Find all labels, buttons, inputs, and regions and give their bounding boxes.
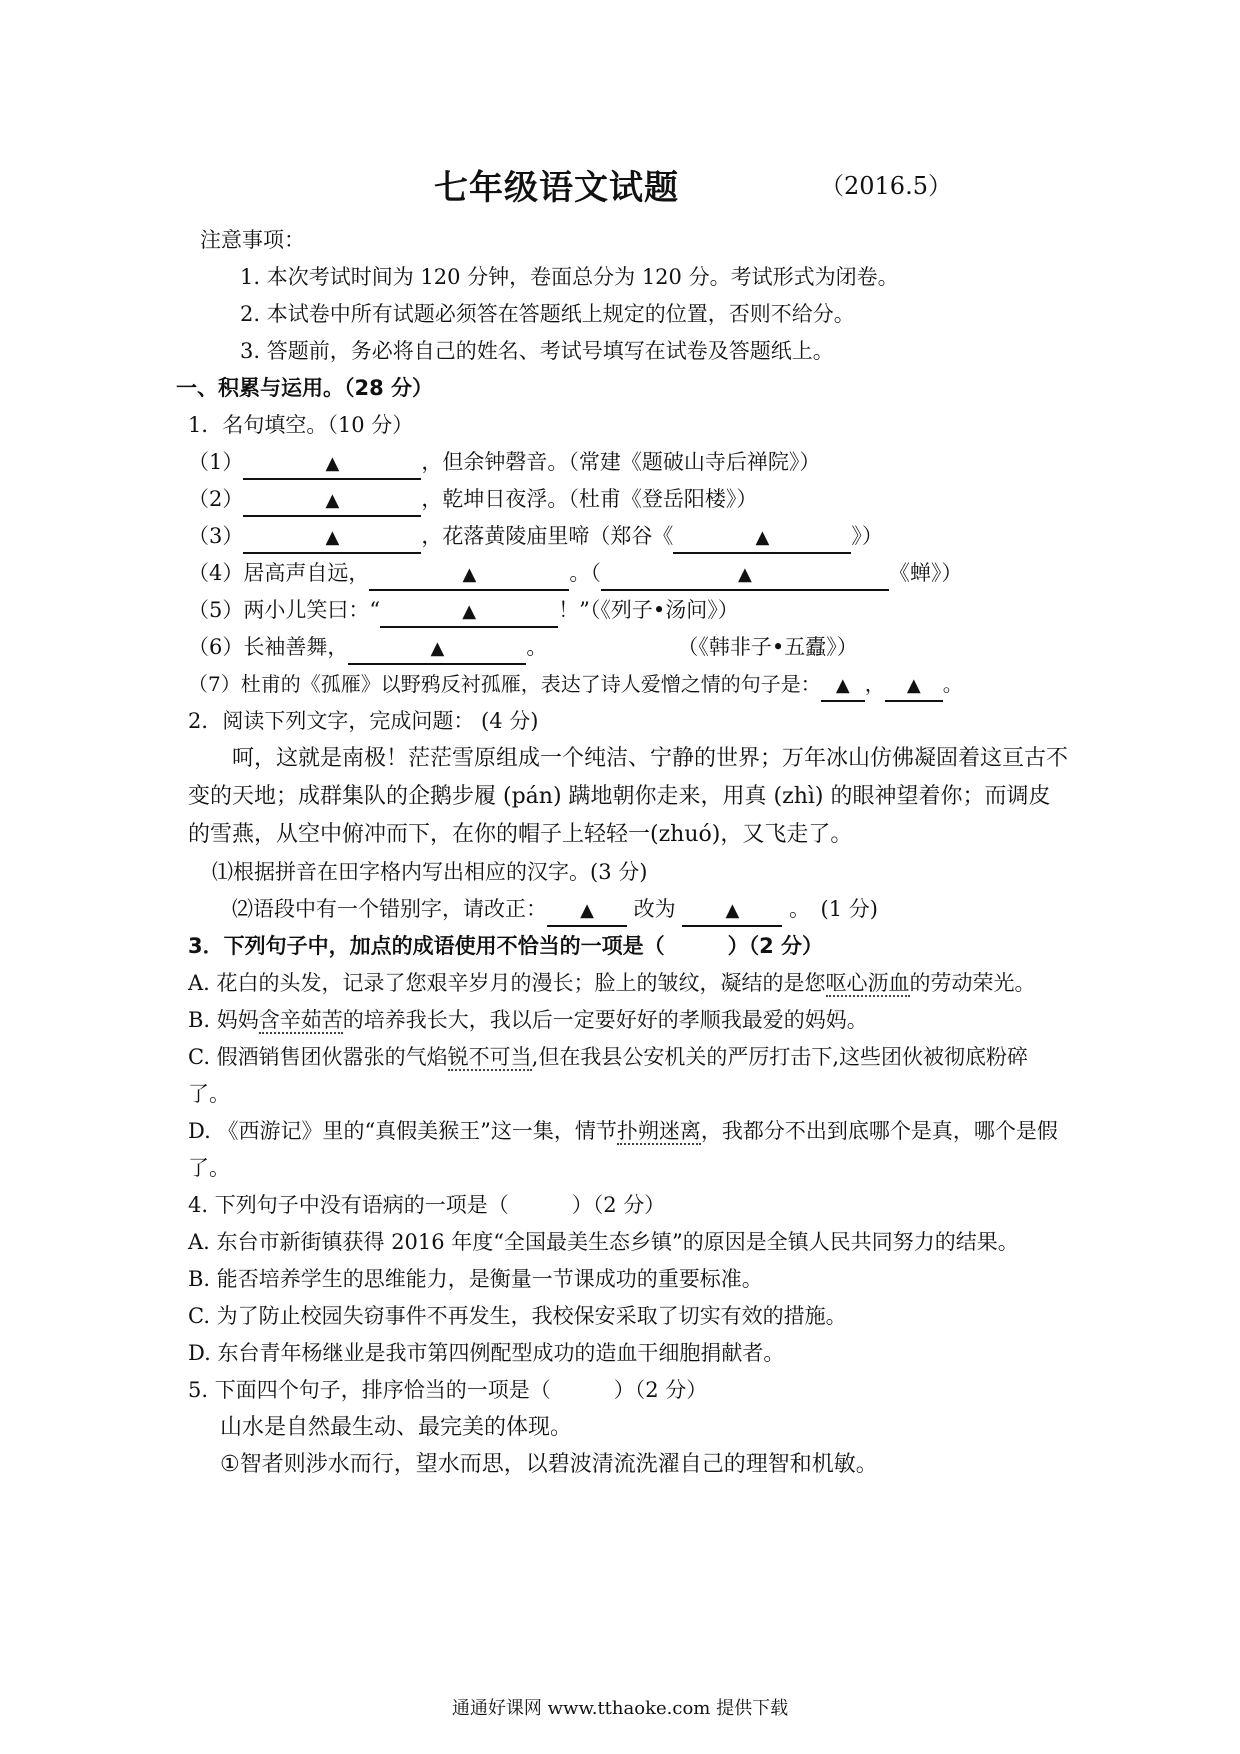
exam-content bbox=[176, 222, 1069, 1483]
q3-a-idiom: 呕心沥血 bbox=[825, 971, 910, 995]
notice-item-3: 3. 答题前，务必将自己的姓名、考试号填写在试卷及答题纸上。 bbox=[240, 339, 834, 363]
q3-c-idiom: 锐不可当 bbox=[447, 1045, 532, 1069]
q3-option-c bbox=[188, 1039, 1068, 1113]
q3-b-idiom: 含辛茹苦 bbox=[258, 1008, 343, 1032]
triangle-icon: ▲ bbox=[325, 490, 340, 511]
q1-text-6: （6）长袖善舞， bbox=[188, 635, 349, 659]
q3-c-text: C. 假酒销售团伙嚣张的气焰 bbox=[188, 1045, 448, 1069]
q2-sub-2-end: 。 (1 分) bbox=[782, 897, 878, 921]
q2-title: 2．阅读下列文字，完成问题： (4 分) bbox=[188, 709, 539, 733]
q1-text-6-end: （《韩非子•五蠹》） bbox=[677, 635, 858, 659]
answer-blank[interactable] bbox=[369, 559, 569, 591]
q3-d-text: D. 《西游记》里的“真假美猴王”这一集，情节 bbox=[188, 1119, 617, 1143]
triangle-icon: ▲ bbox=[755, 527, 770, 548]
q3-option-d bbox=[188, 1113, 1068, 1187]
header bbox=[0, 160, 1240, 210]
triangle-icon: ▲ bbox=[462, 564, 477, 585]
q1-text-5: （5）两小儿笑曰：“ bbox=[188, 598, 381, 622]
triangle-icon: ▲ bbox=[325, 527, 340, 548]
q1-text-4: （4）居高声自远， bbox=[188, 561, 370, 585]
q1-line-3 bbox=[188, 518, 1068, 555]
q1-text-3: ，花落黄陵庙里啼（郑谷《 bbox=[421, 524, 674, 548]
q4-option-d: D. 东台青年杨继业是我市第四例配型成功的造血干细胞捐献者。 bbox=[188, 1341, 785, 1365]
answer-blank[interactable] bbox=[348, 633, 526, 665]
triangle-icon: ▲ bbox=[725, 900, 740, 921]
q1-text-7-end: 。 bbox=[942, 672, 963, 696]
q1-num-1: （1） bbox=[188, 450, 244, 474]
q3-a-text: A. 花白的头发，记录了您艰辛岁月的漫长；脸上的皱纹，凝结的是您 bbox=[188, 971, 826, 995]
q1-title: 1．名句填空。（10 分） bbox=[188, 413, 414, 437]
q1-text-7: （7）杜甫的《孤雁》以野鸦反衬孤雁，表达了诗人爱憎之情的句子是： bbox=[188, 672, 821, 696]
q1-text-4-end: 《蝉》） bbox=[888, 561, 963, 585]
q3-d-idiom: 扑朔迷离 bbox=[616, 1119, 701, 1143]
triangle-icon: ▲ bbox=[737, 564, 752, 585]
q3-a-text-end: 的劳动荣光。 bbox=[909, 971, 1036, 995]
answer-blank[interactable] bbox=[885, 670, 943, 702]
q4-option-a: A. 东台市新街镇获得 2016 年度“全国最美生态乡镇”的原因是全镇人民共同努力的结果。 bbox=[188, 1230, 1019, 1254]
triangle-icon: ▲ bbox=[835, 675, 850, 696]
q1-text-5-end: ！”（《列子•汤问》） bbox=[558, 598, 739, 622]
q2-sub-2-text: ⑵语段中有一个错别字，请改正： bbox=[232, 897, 547, 921]
q3-option-a bbox=[188, 965, 1068, 1002]
q1-num-2: （2） bbox=[188, 487, 244, 511]
q3-c-text-end: ,但在我县公安机关的严厉打击下,这些团伙被彻底粉碎了。 bbox=[188, 1045, 1029, 1106]
answer-blank[interactable] bbox=[821, 670, 865, 702]
q1-text-7-sep: ， bbox=[864, 672, 885, 696]
q2-sub-1: ⑴根据拼音在田字格内写出相应的汉字。(3 分) bbox=[212, 860, 648, 884]
q1-line-6 bbox=[188, 629, 1068, 666]
answer-blank[interactable] bbox=[547, 895, 627, 927]
q1-line-1 bbox=[188, 444, 1068, 481]
answer-blank[interactable] bbox=[243, 522, 421, 554]
triangle-icon: ▲ bbox=[325, 453, 340, 474]
q5-title: 5. 下面四个句子，排序恰当的一项是（ ）（2 分） bbox=[188, 1378, 708, 1402]
q3-title: 3．下列句子中，加点的成语使用不恰当的一项是（ ）（2 分） bbox=[188, 934, 824, 958]
answer-blank[interactable] bbox=[601, 559, 889, 591]
q5-sentence-1: ①智者则涉水而行，望水而思，以碧波清流洗濯自己的理智和机敏。 bbox=[220, 1452, 878, 1477]
q1-text-1: ，但余钟磬音。（常建《题破山寺后禅院》） bbox=[421, 450, 821, 474]
answer-blank[interactable] bbox=[243, 448, 421, 480]
q3-b-text: B. 妈妈 bbox=[188, 1008, 259, 1032]
q3-d-text-end: ，我都分不出到底哪个是真，哪个是假了。 bbox=[188, 1119, 1058, 1180]
q1-line-2 bbox=[188, 481, 1068, 518]
q3-option-b bbox=[188, 1002, 1068, 1039]
footer-credit: 通通好课网 www.tthaoke.com 提供下载 bbox=[451, 1698, 789, 1719]
answer-blank[interactable] bbox=[380, 596, 558, 628]
q2-passage: 呵，这就是南极！茫茫雪原组成一个纯洁、宁静的世界；万年冰山仿佛凝固着这亘古不变的天地；成群集队的企鹅步履 (pán) 蹒地朝你走来，用真 (zhì) 的眼神望着你；而调皮的雪燕，从空中俯冲而下，在你的帽子上轻轻一(zhuó)，又飞走了。 bbox=[188, 746, 1069, 847]
page-title: 七年级语文试题 bbox=[434, 168, 679, 208]
triangle-icon: ▲ bbox=[462, 601, 477, 622]
q3-b-text-end: 的培养我长大，我以后一定要好好的孝顺我最爱的妈妈。 bbox=[342, 1008, 868, 1032]
answer-blank[interactable] bbox=[243, 485, 421, 517]
notice-item-2: 2. 本试卷中所有试题必须答在答题纸上规定的位置，否则不给分。 bbox=[240, 302, 855, 326]
q1-line-5 bbox=[188, 592, 1068, 629]
q4-title: 4. 下列句子中没有语病的一项是（ ）（2 分） bbox=[188, 1193, 666, 1217]
q1-line-7 bbox=[188, 666, 1068, 703]
q1-text-4-mid: 。（ bbox=[569, 561, 601, 585]
exam-date: （2016.5） bbox=[820, 172, 952, 200]
answer-blank[interactable] bbox=[682, 895, 782, 927]
q1-text-3-end: 》） bbox=[851, 524, 883, 548]
triangle-icon: ▲ bbox=[580, 900, 594, 921]
q2-sub-2 bbox=[188, 891, 1068, 928]
notice-heading: 注意事项： bbox=[200, 228, 305, 252]
triangle-icon: ▲ bbox=[430, 638, 445, 659]
q2-sub-2-mid: 改为 bbox=[627, 897, 683, 921]
section-title: 一、积累与运用。（28 分） bbox=[176, 376, 434, 400]
answer-blank[interactable] bbox=[673, 522, 851, 554]
notice-item-1: 1. 本次考试时间为 120 分钟，卷面总分为 120 分。考试形式为闭卷。 bbox=[240, 265, 899, 289]
triangle-icon: ▲ bbox=[906, 675, 921, 696]
q4-option-c: C. 为了防止校园失窃事件不再发生，我校保安采取了切实有效的措施。 bbox=[188, 1304, 847, 1328]
q1-num-3: （3） bbox=[188, 524, 244, 548]
q4-option-b: B. 能否培养学生的思维能力，是衡量一节课成功的重要标准。 bbox=[188, 1267, 763, 1291]
q1-text-6-mid: 。 bbox=[526, 635, 548, 659]
q5-lead: 山水是自然最生动、最完美的体现。 bbox=[220, 1415, 573, 1440]
q1-text-2: ，乾坤日夜浮。（杜甫《登岳阳楼》） bbox=[421, 487, 758, 511]
q1-line-4 bbox=[188, 555, 1068, 592]
